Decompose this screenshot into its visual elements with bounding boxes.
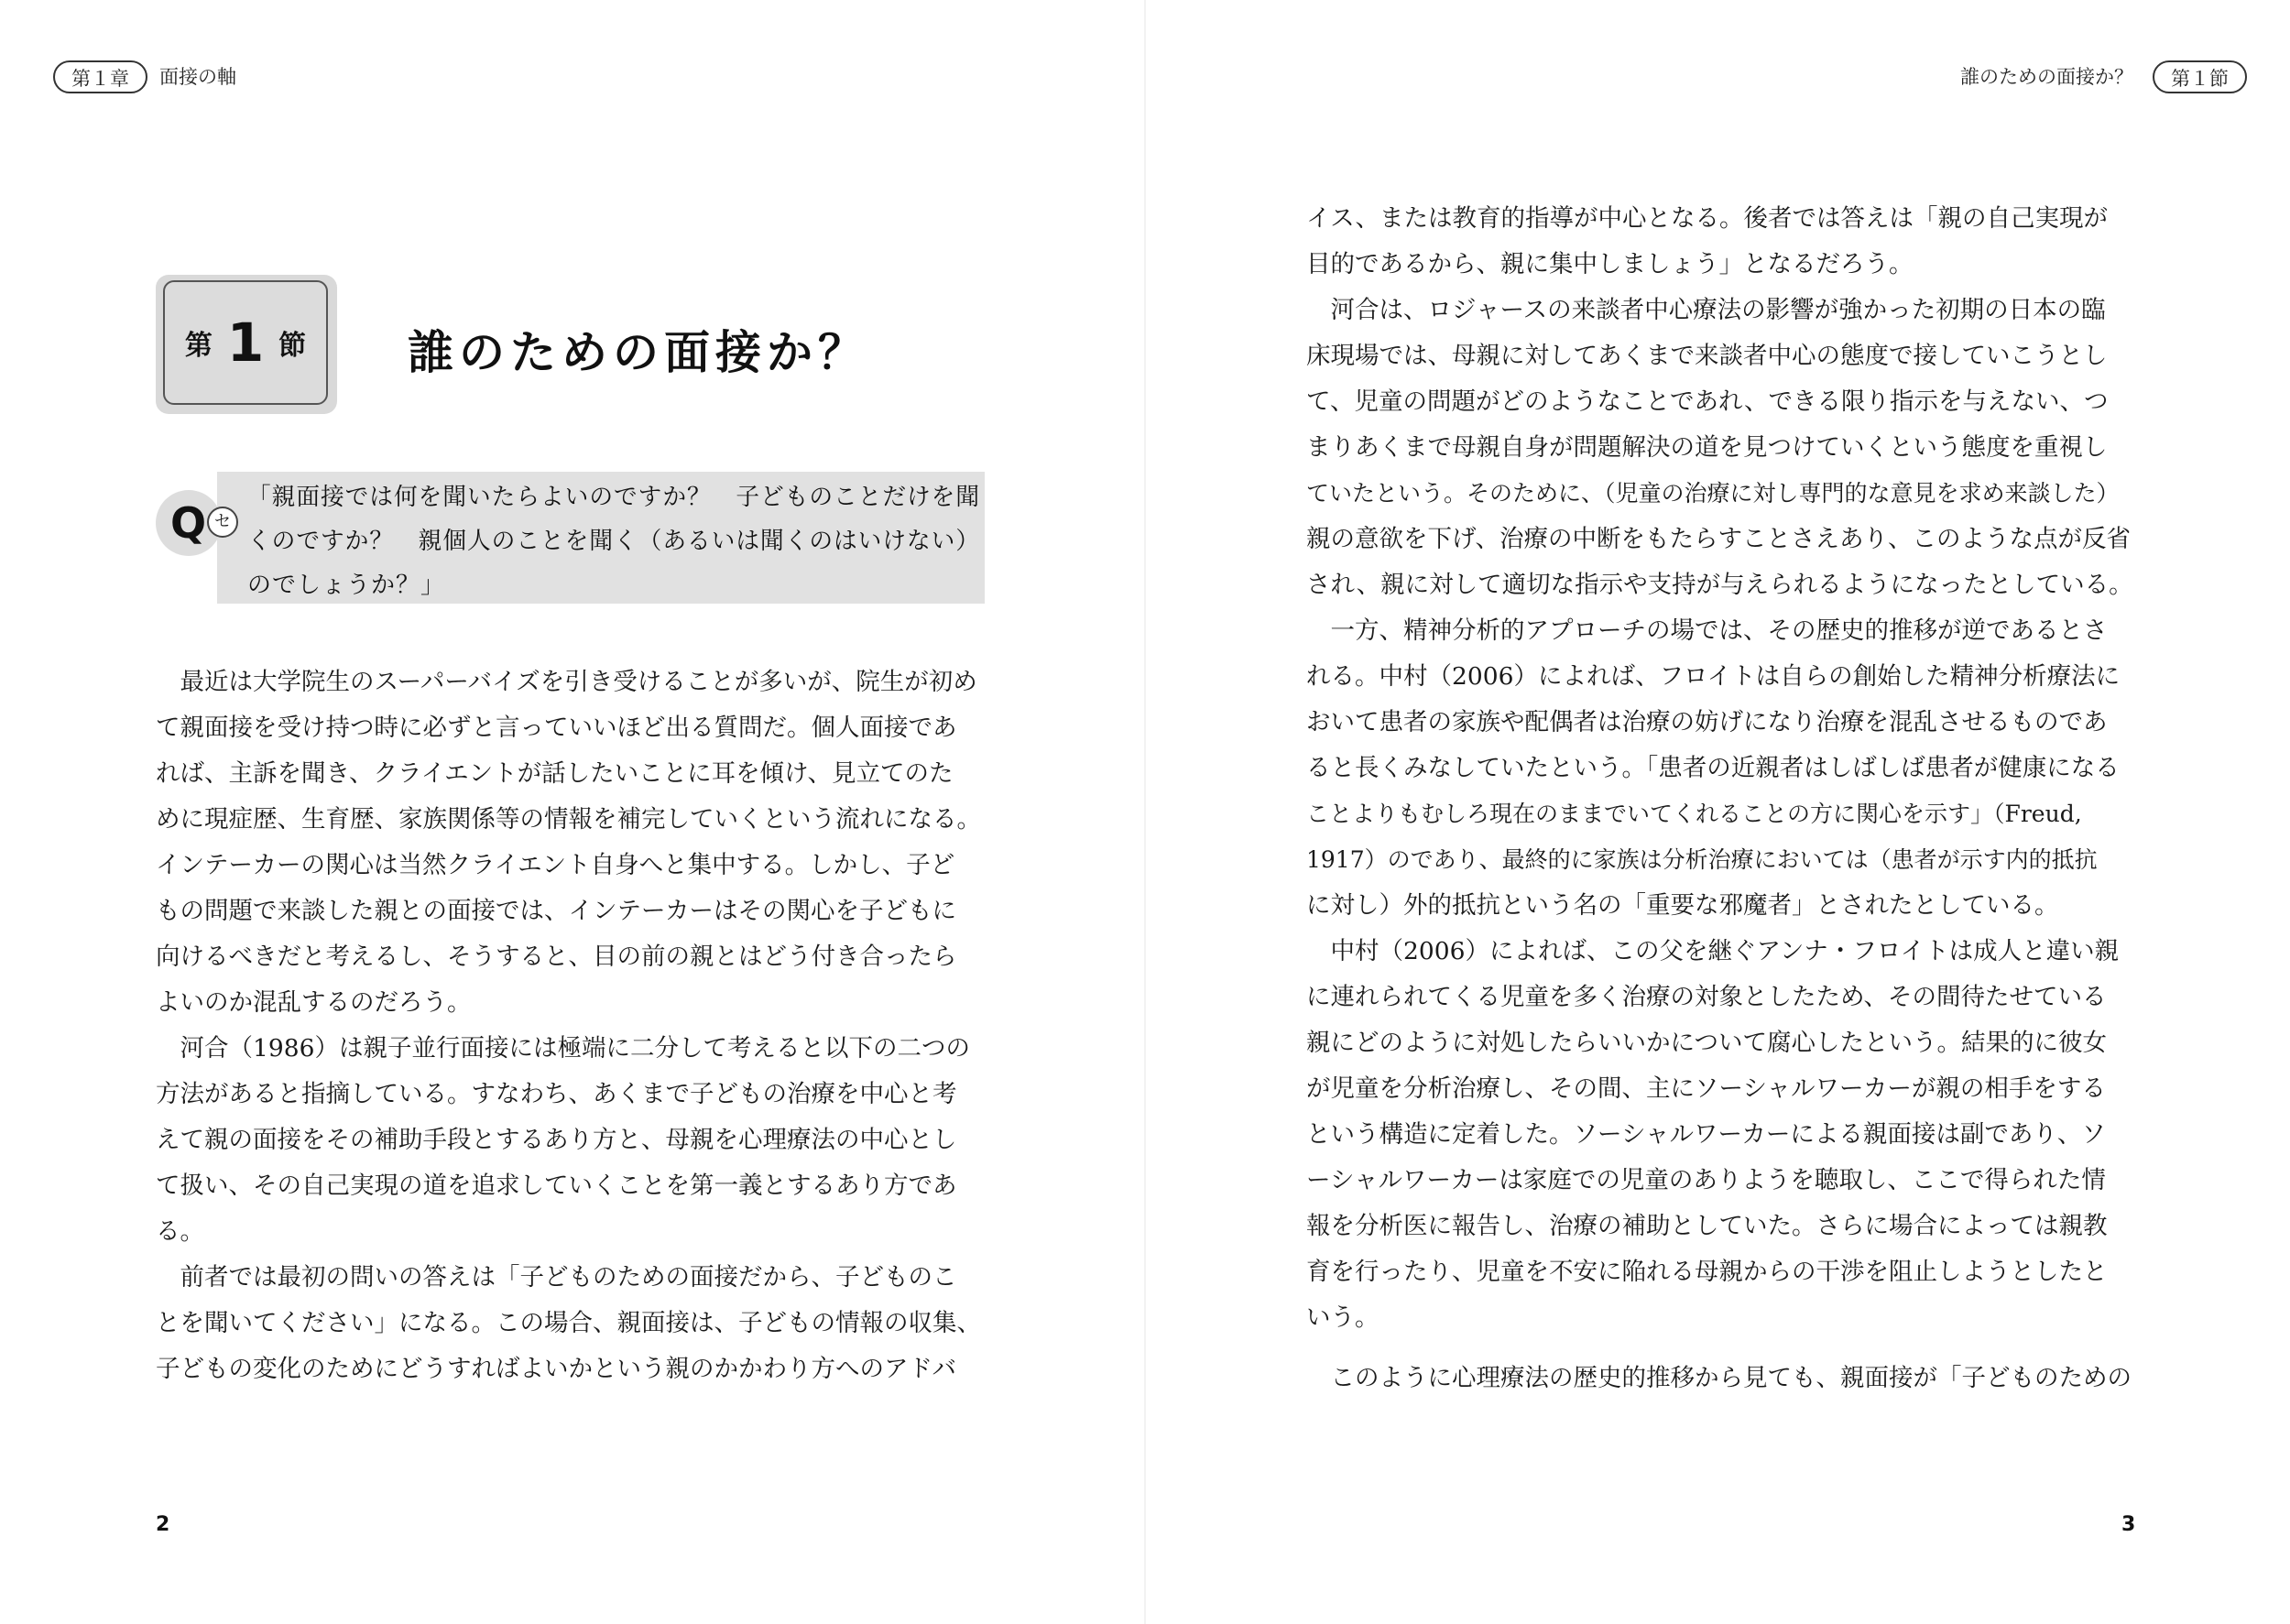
body-line: 1917）のであり、最終的に家族は分析治療においては（患者が示す内的抵抗 bbox=[1306, 846, 2098, 873]
body-line: 前者では最初の問いの答えは「子どものための面接だから、子どものこ bbox=[156, 1263, 957, 1292]
body-line: えて親の面接をその補助手段とするあり方と、母親を心理療法の中心とし bbox=[156, 1126, 957, 1154]
chapter-label: 第１章 bbox=[53, 60, 147, 93]
body-line: もの問題で来談した親との面接では、インテーカーはその関心を子どもに bbox=[156, 897, 956, 925]
body-line: 親の意欲を下げ、治療の中断をもたらすことさえあり、このような点が反省 bbox=[1306, 525, 2131, 553]
right-page bbox=[1145, 0, 2290, 1624]
body-line: 報を分析医に報告し、治療の補助としていた。さらに場合によっては親教 bbox=[1306, 1212, 2108, 1240]
body-line: され、親に対して適切な指示や支持が与えられるようになったとしている。 bbox=[1306, 571, 2133, 599]
body-line: て扱い、その自己実現の道を追求していくことを第一義とするあり方であ bbox=[156, 1172, 957, 1200]
body-line: イス、または教育的指導が中心となる。後者では答えは「親の自己実現が bbox=[1306, 204, 2109, 233]
body-line: て、児童の問題がどのようなことであれ、できる限り指示を与えない、つ bbox=[1306, 387, 2109, 416]
body-line: 河合（1986）は親子並行面接には極端に二分して考えると以下の二つの bbox=[156, 1034, 970, 1063]
question-speaker-icon: セ bbox=[207, 507, 238, 538]
body-line: 一方、精神分析的アプローチの場では、その歴史的推移が逆であるとさ bbox=[1306, 616, 2108, 645]
body-line: いう。 bbox=[1306, 1303, 1379, 1332]
section-badge bbox=[156, 275, 337, 414]
question-q-icon: Q bbox=[170, 498, 207, 548]
body-line: 床現場では、母親に対してあくまで来談者中心の態度で接していこうとし bbox=[1306, 342, 2108, 370]
body-line: よいのか混乱するのだろう。 bbox=[156, 988, 472, 1017]
body-line: ていたという。そのために、（児童の治療に対し専門的な意見を求め来談した） bbox=[1306, 480, 2120, 507]
body-line: に連れられてくる児童を多く治療の対象としたため、その間待たせている bbox=[1306, 983, 2107, 1011]
body-line: に対し）外的抵抗という名の「重要な邪魔者」とされたとしている。 bbox=[1306, 891, 2059, 920]
section-label-post: 節 bbox=[278, 330, 307, 362]
body-line: 親にどのように対処したらいいかについて腐心したという。結果的に彼女 bbox=[1306, 1029, 2107, 1057]
running-section-title: 誰のための面接か？ bbox=[1960, 66, 2133, 88]
body-line: れる。中村（2006）によれば、フロイトは自らの創始した精神分析療法に bbox=[1306, 662, 2121, 691]
body-line: このように心理療法の歴史的推移から見ても、親面接が「子どものための bbox=[1306, 1364, 2132, 1392]
body-line: めに現症歴、生育歴、家族関係等の情報を補完していくという流れになる。 bbox=[156, 805, 981, 834]
body-line: 河合は、ロジャースの来談者中心療法の影響が強かった初期の日本の臨 bbox=[1306, 296, 2106, 324]
body-line: る。 bbox=[156, 1217, 204, 1246]
body-line: おいて患者の家族や配偶者は治療の妨げになり治療を混乱させるものであ bbox=[1306, 708, 2108, 736]
body-line: 中村（2006）によれば、この父を継ぐアンナ・フロイトは成人と違い親 bbox=[1306, 937, 2120, 965]
body-line: が児童を分析治療し、その間、主にソーシャルワーカーが親の相手をする bbox=[1306, 1074, 2106, 1103]
question-line: 「親面接では何を聞いたらよいのですか？ 子どものことだけを聞 bbox=[247, 484, 981, 511]
body-line: て親面接を受け持つ時に必ずと言っていいほど出る質問だ。個人面接であ bbox=[156, 714, 957, 742]
body-line: 向けるべきだと考えるし、そうすると、目の前の親とはどう付き合ったら bbox=[156, 943, 957, 971]
question-line: くのですか？ 親個人のことを聞く（あるいは聞くのはいけない） bbox=[247, 528, 981, 555]
body-line: 方法があると指摘している。すなわち、あくまで子どもの治療を中心と考 bbox=[156, 1080, 957, 1108]
body-line: とを聞いてください」になる。この場合、親面接は、子どもの情報の収集、 bbox=[156, 1309, 981, 1337]
body-line: 最近は大学院生のスーパーバイズを引き受けることが多いが、院生が初め bbox=[156, 668, 977, 696]
section-label: 第１節 bbox=[2153, 60, 2247, 93]
body-line: という構造に定着した。ソーシャルワーカーによる親面接は副であり、ソ bbox=[1306, 1120, 2106, 1149]
body-line: まりあくまで母親自身が問題解決の道を見つけていくという態度を重視し bbox=[1306, 433, 2108, 462]
page-number: 3 bbox=[2121, 1513, 2136, 1536]
body-line: 目的であるから、親に集中しましょう」となるだろう。 bbox=[1306, 250, 1914, 278]
body-line: 育を行ったり、児童を不安に陥れる母親からの干渉を阻止しようとしたと bbox=[1306, 1258, 2108, 1286]
body-line: れば、主訴を聞き、クライエントが話したいことに耳を傾け、見立てのた bbox=[156, 759, 954, 788]
body-line: ことよりもむしろ現在のままでいてくれることの方に関心を示す」（Freud, bbox=[1306, 801, 2082, 827]
section-title: 誰のための面接か？ bbox=[408, 326, 869, 379]
body-line: ると長くみなしていたという。「患者の近親者はしばしば患者が健康になる bbox=[1306, 754, 2120, 782]
body-line: インテーカーの関心は当然クライエント自身へと集中する。しかし、子ど bbox=[156, 851, 955, 879]
question-line: のでしょうか？」 bbox=[247, 572, 446, 599]
chapter-title: 面接の軸 bbox=[159, 66, 236, 88]
section-label-pre: 第 bbox=[184, 330, 213, 362]
body-line: ーシャルワーカーは家庭での児童のありようを聴取し、ここで得られた情 bbox=[1306, 1166, 2106, 1194]
body-line: 子どもの変化のためにどうすればよいかという親のかかわり方へのアドバ bbox=[156, 1355, 956, 1383]
section-number: 1 bbox=[226, 311, 265, 374]
page-number: 2 bbox=[156, 1513, 170, 1536]
